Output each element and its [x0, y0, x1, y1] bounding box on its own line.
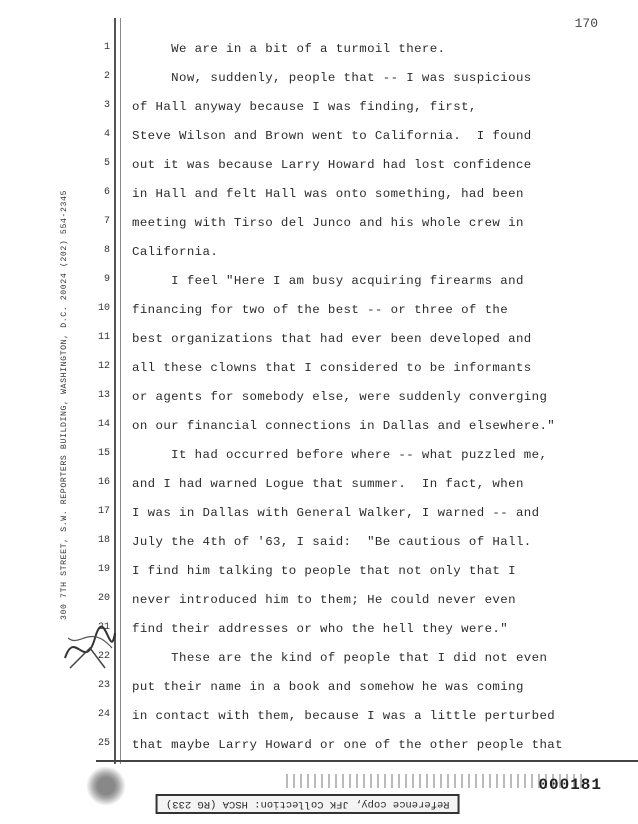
- line-number: 7: [103, 216, 110, 227]
- side-address: 300 7TH STREET, S.W. REPORTERS BUILDING, WASHINGTON, D.C. 20024 (202) 554-2345: [60, 189, 69, 620]
- line-number: 18: [97, 535, 110, 546]
- line-number: 5: [103, 158, 110, 169]
- line-number: 12: [97, 361, 110, 372]
- transcript-line: in Hall and felt Hall was onto something, had been: [132, 187, 524, 201]
- line-number: 3: [103, 100, 110, 111]
- line-number: 13: [97, 390, 110, 401]
- transcript-line: Now, suddenly, people that -- I was suspicious: [132, 71, 532, 85]
- line-number: 23: [97, 680, 110, 691]
- transcript-line: It had occurred before where -- what puzzled me,: [132, 448, 548, 462]
- transcript-line: never introduced him to them; He could never even: [132, 593, 516, 607]
- document-id: 000181: [538, 776, 602, 794]
- line-number: 2: [103, 71, 110, 82]
- line-number: 22: [97, 651, 110, 662]
- line-number: 9: [103, 274, 110, 285]
- transcript-line: that maybe Larry Howard or one of the other people that: [132, 738, 563, 752]
- line-number: 1: [103, 42, 110, 53]
- transcript-line: of Hall anyway because I was finding, first,: [132, 100, 477, 114]
- footer-stamp-area: [96, 760, 638, 824]
- transcript-line: or agents for somebody else, were suddenly converging: [132, 390, 548, 404]
- transcript-line: We are in a bit of a turmoil there.: [132, 42, 446, 56]
- transcript-line: I feel "Here I am busy acquiring firearms and: [132, 274, 524, 288]
- line-number: 4: [103, 129, 110, 140]
- line-number: 25: [97, 738, 110, 749]
- transcript-line: These are the kind of people that I did not even: [132, 651, 548, 665]
- transcript-line: in contact with them, because I was a little perturbed: [132, 709, 556, 723]
- transcript-line: I find him talking to people that not only that I: [132, 564, 516, 578]
- transcript-line: and I had warned Logue that summer. In fact, when: [132, 477, 524, 491]
- transcript-line: meeting with Tirso del Junco and his whole crew in: [132, 216, 524, 230]
- line-number: 11: [97, 332, 110, 343]
- transcript-line: find their addresses or who the hell they were.": [132, 622, 509, 636]
- transcript-line: put their name in a book and somehow he was coming: [132, 680, 524, 694]
- line-number: 10: [97, 303, 110, 314]
- reference-label: Reference copy, JFK Collection: HSCA (RG 233): [156, 794, 460, 814]
- line-number: 14: [97, 419, 110, 430]
- line-number: 16: [97, 477, 110, 488]
- transcript-line: out it was because Larry Howard had lost confidence: [132, 158, 532, 172]
- transcript-line: California.: [132, 245, 219, 259]
- margin-rule-secondary: [120, 18, 121, 764]
- transcript-line: best organizations that had ever been developed and: [132, 332, 532, 346]
- line-number: 19: [97, 564, 110, 575]
- page-number: 170: [574, 16, 598, 31]
- line-number: 8: [103, 245, 110, 256]
- transcript-line: I was in Dallas with General Walker, I warned -- and: [132, 506, 540, 520]
- line-number: 21: [97, 622, 110, 633]
- transcript-line: July the 4th of '63, I said: "Be cautious of Hall.: [132, 535, 532, 549]
- transcript-line: all these clowns that I considered to be informants: [132, 361, 532, 375]
- line-number: 17: [97, 506, 110, 517]
- transcript-line: on our financial connections in Dallas and elsewhere.": [132, 419, 556, 433]
- transcript-line: Steve Wilson and Brown went to California. I found: [132, 129, 532, 143]
- line-number: 20: [97, 593, 110, 604]
- line-number: 15: [97, 448, 110, 459]
- line-number: 6: [103, 187, 110, 198]
- line-number: 24: [97, 709, 110, 720]
- transcript-line: financing for two of the best -- or three of the: [132, 303, 509, 317]
- ink-blot: [86, 766, 126, 806]
